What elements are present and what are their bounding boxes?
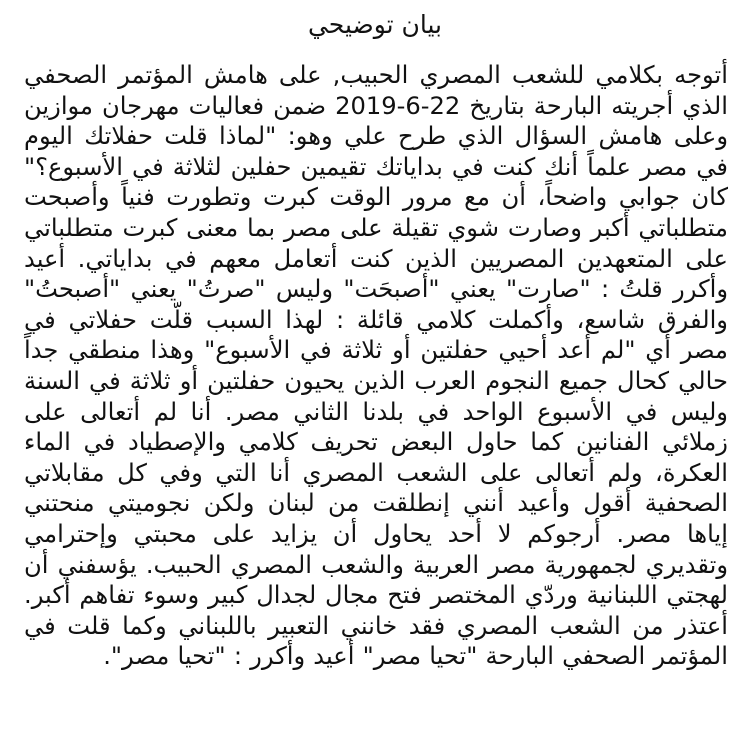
- document-title: بيان توضيحي: [307, 10, 443, 39]
- document-body: أتوجه بكلامي للشعب المصري الحبيب, على هامش المؤتمر الصحفي الذي أجريته البارحة بتاريخ 22-6-2019 ضمن فعاليات مهرجان موازين وعلى هامش السؤال الذي طرح علي وهو: "لماذا قلت حفلاتك اليوم في مصر علماً أنك كنت في بداياتك تقيمين حفلين لثلاثة في الأسبوع؟" كان جوابي واضحاً، أن مع مرور الوقت كبرت وتطورت فنياً وأصبحت متطلباتي أكبر وصارت شوي تقيلة على مصر بما معنى كبرت متطلباتي على المتعهدين المصريين الذين كنت أتعامل معهم في بداياتي. أعيد وأكرر قلتُ : "صارت" يعني "أصبحَت" وليس "صرتُ" يعني "أصبحتُ" والفرق شاسع، وأكملت كلامي قائلة : لهذا السبب قلّت حفلاتي في مصر أي "لم أعد أحيي حفلتين أو ثلاثة في الأسبوع" وهذا منطقي جداً حالي كحال جميع النجوم العرب الذين يحيون حفلتين أو ثلاثة في السنة وليس في الأسبوع الواحد في بلدنا الثاني مصر. أنا لم أتعالى على زملائي الفنانين كما حاول البعض تحريف كلامي والإصطياد في الماء العكرة، ولم أتعالى على الشعب المصري أنا التي وفي كل مقابلاتي الصحفية أقول وأعيد أنني إنطلقت من لبنان ولكن نجوميتي منحتني إياها مصر. أرجوكم لا أحد يحاول أن يزايد على محبتي وإحترامي وتقديري لجمهورية مصر العربية والشعب المصري الحبيب. يؤسفني أن لهجتي اللبنانية وردّي المختصر فتح مجال لجدال كبير وسوء تفاهم أكبر. أعتذر من الشعب المصري فقد خانني التعبير باللبناني وكما قلت في المؤتمر الصحفي البارحة "تحيا مصر" أعيد وأكرر : "تحيا مصر".: [24, 61, 728, 671]
